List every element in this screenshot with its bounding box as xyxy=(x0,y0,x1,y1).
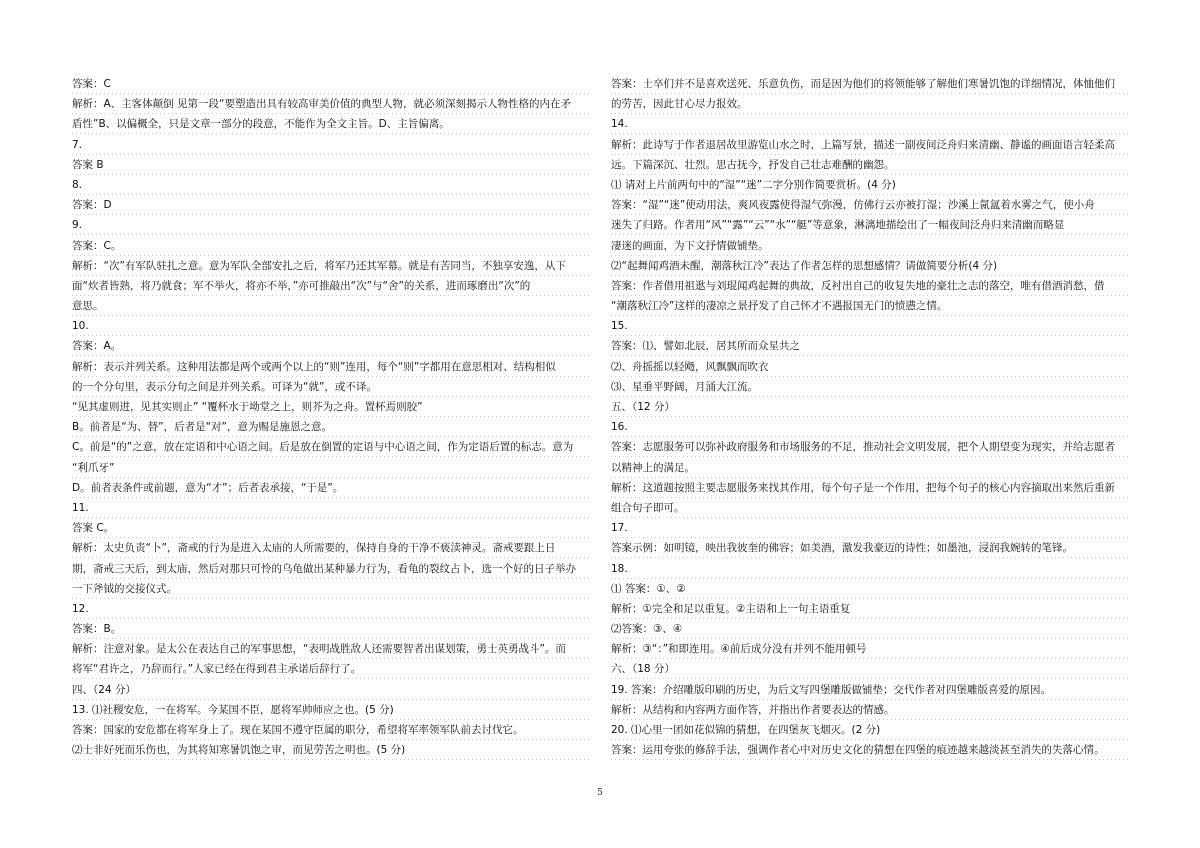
text-line: 答案：“湿”“迷”使动用法，爽风夜露使得湿气弥漫，仿佛行云亦被打湿；沙溪上氤氲着水雾之气，使小舟 xyxy=(611,195,1131,215)
text-line: 答案：国家的安危都在将军身上了。现在某国不遵守臣属的职分，希望将军率领军队前去讨伐它。 xyxy=(72,720,592,740)
text-line: D。前者表条件或前题，意为“才”；后者表承接，“于是”。 xyxy=(72,478,592,498)
text-line: 18. xyxy=(611,559,1131,579)
text-line: C。前是“的”之意，放在定语和中心语之间。后是放在倒置的定语与中心语之间，作为定语后置的标志。意为 xyxy=(72,437,592,457)
text-line: 答案：士卒们并不是喜欢送死、乐意负伤，而是因为他们的将领能够了解他们寒暑饥饱的详细情况，体恤他们 xyxy=(611,74,1131,94)
text-line: 答案：C xyxy=(72,74,592,94)
text-line: 7. xyxy=(72,135,592,155)
text-line: 解析：③“：”和即连用。④前后成分没有并列不能用顿号 xyxy=(611,639,1131,659)
text-line: 14. xyxy=(611,114,1131,134)
text-line: 解析：A、主客体颠倒 见第一段“要塑造出具有较高审美价值的典型人物，就必须深刻揭示人物性格的内在矛 xyxy=(72,94,592,114)
text-line: 四、（24 分） xyxy=(72,680,592,700)
text-line: 以精神上的满足。 xyxy=(611,458,1131,478)
text-line: 19. 答案：介绍雕版印刷的历史，为后文写四堡雕版做铺垫；交代作者对四堡雕版喜爱的原因。 xyxy=(611,680,1131,700)
text-line: 12. xyxy=(72,599,592,619)
text-line: 答案：D xyxy=(72,195,592,215)
text-line: 解析：从结构和内容两方面作答，并指出作者要表达的情感。 xyxy=(611,700,1131,720)
text-line: 面“炊者皆熟，将乃就食；军不举火，将亦不举，”亦可推敲出“次”与“舍”的关系，进而琢磨出“次”的 xyxy=(72,276,592,296)
text-line: 凄迷的画面，为下文抒情做铺垫。 xyxy=(611,236,1131,256)
text-line: 意思。 xyxy=(72,296,592,316)
text-line: 迷失了归路。作者用“风”“露”“云”“水”“艇”等意象，淋漓地描绘出了一幅夜间泛舟归来清幽而略显 xyxy=(611,215,1131,235)
text-line: 11. xyxy=(72,498,592,518)
text-line: 解析：①完全和足以重复。②主语和上一句主语重复 xyxy=(611,599,1131,619)
text-line: 解析：表示并列关系。这种用法都是两个或两个以上的“则”连用，每个“则”字都用在意思相对、结构相似 xyxy=(72,357,592,377)
text-line: 盾性”B、以偏概全，只是文章一部分的段意，不能作为全文主旨。D、主旨偏离。 xyxy=(72,114,592,134)
text-line: “见其虚则进，见其实则止” “覆杯水于坳堂之上，则芥为之舟。置杯焉则胶” xyxy=(72,397,592,417)
text-line: ⑶、星垂平野阔，月涌大江流。 xyxy=(611,377,1131,397)
text-line: 8. xyxy=(72,175,592,195)
text-line: 答案 B xyxy=(72,155,592,175)
text-line: 16. xyxy=(611,417,1131,437)
text-line: ⑵、舟摇摇以轻飏，风飘飘而吹衣 xyxy=(611,357,1131,377)
text-line: ⑴ 答案：①、② xyxy=(611,579,1131,599)
text-line: “利爪牙” xyxy=(72,458,592,478)
text-line: 答案：运用夸张的修辞手法，强调作者心中对历史文化的猜想在四堡的痕迹越来越淡甚至消失的失落心情。 xyxy=(611,740,1131,760)
page-number: 5 xyxy=(597,788,603,798)
text-line: 答案：志愿服务可以弥补政府服务和市场服务的不足，推动社会文明发展，把个人期望变为现实，并给志愿者 xyxy=(611,437,1131,457)
text-line: 解析：这道题按照主要志愿服务来找其作用，每个句子是一个作用，把每个句子的核心内容摘取出来然后重新 xyxy=(611,478,1131,498)
right-column xyxy=(611,74,1131,760)
left-column xyxy=(72,74,592,760)
text-line: ⑵士非好死而乐伤也，为其将知寒暑饥饱之审，而见劳苦之明也。(5 分) xyxy=(72,740,592,760)
text-line: 10. xyxy=(72,316,592,336)
text-line: 答案：作者借用祖逖与刘琨闻鸡起舞的典故，反衬出自己的收复失地的豪壮之志的落空，唯有借酒消愁，借 xyxy=(611,276,1131,296)
text-line: 解析：此诗写于作者退居故里游览山水之时，上篇写景，描述一副夜间泛舟归来清幽、静谧的画面语言轻柔高 xyxy=(611,135,1131,155)
text-line: 答案：⑴、譬如北辰，居其所而众星共之 xyxy=(611,336,1131,356)
text-line: 20. ⑴心里一团如花似锦的猜想，在四堡灰飞烟灭。(2 分) xyxy=(611,720,1131,740)
text-line: 15. xyxy=(611,316,1131,336)
text-line: ⑵答案：③、④ xyxy=(611,619,1131,639)
text-line: 答案 C。 xyxy=(72,518,592,538)
text-line: 答案示例：如明镜，映出我彼奎的佛容；如美酒，激发我豪迈的诗性；如墨池，浸润我婉转的笔锋。 xyxy=(611,538,1131,558)
text-line: 解析：太史负责“卜”，斋戒的行为是进入太庙的人所需要的，保持自身的干净不亵渎神灵。斋戒要跟上日 xyxy=(72,538,592,558)
text-line: 组合句子即可。 xyxy=(611,498,1131,518)
text-line: “潮落秋江冷”这样的凄凉之景抒发了自己怀才不遇报国无门的愤懑之情。 xyxy=(611,296,1131,316)
text-line: 答案：B。 xyxy=(72,619,592,639)
text-line: 的一个分句里，表示分句之间是并列关系。可译为“就”，或不译。 xyxy=(72,377,592,397)
text-line: 的劳苦，因此甘心尽力报效。 xyxy=(611,94,1131,114)
text-line: 五、（12 分） xyxy=(611,397,1131,417)
text-line: 13. ⑴社稷安危，一在将军。今某国不臣，愿将军帅师应之也。(5 分) xyxy=(72,700,592,720)
text-line: 9. xyxy=(72,215,592,235)
text-line: 六、（18 分） xyxy=(611,659,1131,679)
text-line: 期，斋戒三天后，到太庙，然后对那只可怜的乌龟做出某种暴力行为，看龟的裂纹占卜，选一个好的日子举办 xyxy=(72,559,592,579)
text-line: 17. xyxy=(611,518,1131,538)
text-line: 将军“君许之，乃辞而行。”人家已经在得到君主承诺后辞行了。 xyxy=(72,659,592,679)
text-line: 一下斧钺的交接仪式。 xyxy=(72,579,592,599)
text-line: ⑴ 请对上片前两句中的“湿”“迷”二字分别作简要赏析。(4 分) xyxy=(611,175,1131,195)
text-line: 解析：注意对象。是太公在表达自己的军事思想，“表明战胜敌人还需要智者出谋划策，勇士英勇战斗”。而 xyxy=(72,639,592,659)
text-line: B。前者是“为、替”，后者是“对”，意为赐是施恩之意。 xyxy=(72,417,592,437)
text-line: 答案：C。 xyxy=(72,236,592,256)
text-line: 远。下篇深沉、壮烈。思古抚今，抒发自己壮志难酬的幽怨。 xyxy=(611,155,1131,175)
text-line: ⑵“起舞闻鸡酒未醒，潮落秋江冷”表达了作者怎样的思想感情？请做简要分析(4 分) xyxy=(611,256,1131,276)
text-line: 解析：“次”有军队驻扎之意。意为军队全部安扎之后，将军乃还其军幕。就是有苦同当，不独享安逸，从下 xyxy=(72,256,592,276)
text-line: 答案：A。 xyxy=(72,336,592,356)
